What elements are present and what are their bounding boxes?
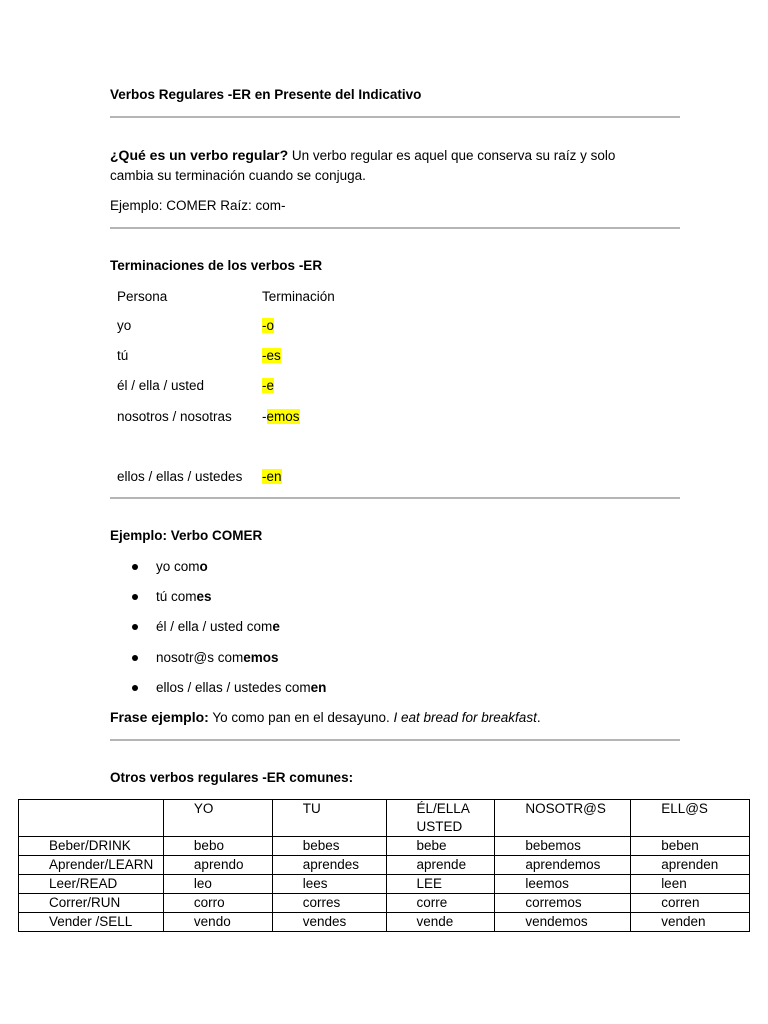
table-row bbox=[19, 837, 750, 856]
list-item: yo como bbox=[156, 559, 208, 574]
list-item: tú comes bbox=[156, 589, 212, 604]
verbs-table bbox=[18, 799, 750, 932]
table-header-cell bbox=[19, 800, 164, 837]
endings-col-ending: Terminación bbox=[262, 289, 335, 304]
phrase-translation: I eat bread for breakfast bbox=[393, 710, 537, 725]
divider bbox=[110, 227, 680, 229]
table-cell: corres bbox=[272, 894, 386, 913]
bullet-icon bbox=[132, 624, 138, 630]
table-cell: Beber/DRINK bbox=[19, 837, 164, 856]
endings-person: tú bbox=[117, 348, 129, 363]
definition-text-2: cambia su terminación cuando se conjuga. bbox=[110, 168, 366, 183]
definition-text-1: Un verbo regular es aquel que conserva su raíz y solo bbox=[288, 148, 616, 163]
endings-ending: -o bbox=[262, 318, 275, 333]
table-header-cell: NOSOTR@S bbox=[495, 800, 631, 837]
table-cell: aprendes bbox=[272, 856, 386, 875]
example-heading: Ejemplo: Verbo COMER bbox=[110, 528, 263, 543]
table-cell: corre bbox=[386, 894, 495, 913]
table-cell: leen bbox=[631, 875, 750, 894]
table-cell: vendemos bbox=[495, 913, 631, 932]
page-title: Verbos Regulares -ER en Presente del Indicativo bbox=[110, 87, 422, 102]
bullet-icon bbox=[132, 655, 138, 661]
table-cell: bebo bbox=[163, 837, 272, 856]
table-cell: beben bbox=[631, 837, 750, 856]
endings-heading: Terminaciones de los verbos -ER bbox=[110, 258, 323, 273]
list-item: él / ella / usted come bbox=[156, 619, 280, 634]
table-cell: Leer/READ bbox=[19, 875, 164, 894]
endings-ending: emos bbox=[266, 409, 300, 424]
divider bbox=[110, 497, 680, 499]
divider bbox=[110, 739, 680, 741]
divider bbox=[110, 116, 680, 118]
list-item: nosotr@s comemos bbox=[156, 650, 279, 665]
table-cell: Correr/RUN bbox=[19, 894, 164, 913]
definition-question: ¿Qué es un verbo regular? bbox=[110, 147, 289, 163]
endings-person: yo bbox=[117, 318, 132, 333]
endings-person: nosotros / nosotras bbox=[117, 409, 232, 424]
example-phrase: Frase ejemplo: Yo como pan en el desayuno. I eat bread for breakfast. bbox=[110, 709, 541, 725]
table-cell: LEE bbox=[386, 875, 495, 894]
table-cell: lees bbox=[272, 875, 386, 894]
definition-example: Ejemplo: COMER Raíz: com- bbox=[110, 198, 286, 213]
table-cell: Vender /SELL bbox=[19, 913, 164, 932]
phrase-text: Yo como pan en el desayuno. bbox=[208, 710, 394, 725]
table-header-cell: ELL@S bbox=[631, 800, 750, 837]
table-header-cell: TU bbox=[272, 800, 386, 837]
table-cell: bebe bbox=[386, 837, 495, 856]
bullet-icon bbox=[132, 594, 138, 600]
table-row bbox=[19, 913, 750, 932]
endings-ending: -en bbox=[262, 469, 282, 484]
table-cell: Aprender/LEARN bbox=[19, 856, 164, 875]
list-item: ellos / ellas / ustedes comen bbox=[156, 680, 327, 695]
table-row bbox=[19, 856, 750, 875]
bullet-icon bbox=[132, 685, 138, 691]
table-cell: corro bbox=[163, 894, 272, 913]
table-header-row bbox=[19, 800, 750, 837]
table-row bbox=[19, 894, 750, 913]
table-cell: vende bbox=[386, 913, 495, 932]
table-header-cell: ÉL/ELLA USTED bbox=[386, 800, 495, 837]
others-heading: Otros verbos regulares -ER comunes: bbox=[110, 770, 354, 785]
table-cell: vendes bbox=[272, 913, 386, 932]
table-row bbox=[19, 875, 750, 894]
table-cell: aprende bbox=[386, 856, 495, 875]
endings-col-person: Persona bbox=[117, 289, 168, 304]
table-cell: aprendemos bbox=[495, 856, 631, 875]
table-cell: vendo bbox=[163, 913, 272, 932]
table-cell: bebes bbox=[272, 837, 386, 856]
table-cell: corren bbox=[631, 894, 750, 913]
table-cell: bebemos bbox=[495, 837, 631, 856]
endings-ending: -e bbox=[262, 378, 275, 393]
bullet-icon bbox=[132, 564, 138, 570]
table-cell: aprenden bbox=[631, 856, 750, 875]
endings-ending: -es bbox=[262, 348, 281, 363]
table-cell: leemos bbox=[495, 875, 631, 894]
table-cell: venden bbox=[631, 913, 750, 932]
phrase-label: Frase ejemplo: bbox=[110, 709, 209, 725]
endings-person: él / ella / usted bbox=[117, 378, 205, 393]
table-cell: leo bbox=[163, 875, 272, 894]
endings-person: ellos / ellas / ustedes bbox=[117, 469, 243, 484]
endings-dash: - bbox=[262, 409, 267, 424]
table-header-cell: YO bbox=[163, 800, 272, 837]
definition-paragraph bbox=[110, 146, 615, 165]
table-cell: aprendo bbox=[163, 856, 272, 875]
table-cell: corremos bbox=[495, 894, 631, 913]
